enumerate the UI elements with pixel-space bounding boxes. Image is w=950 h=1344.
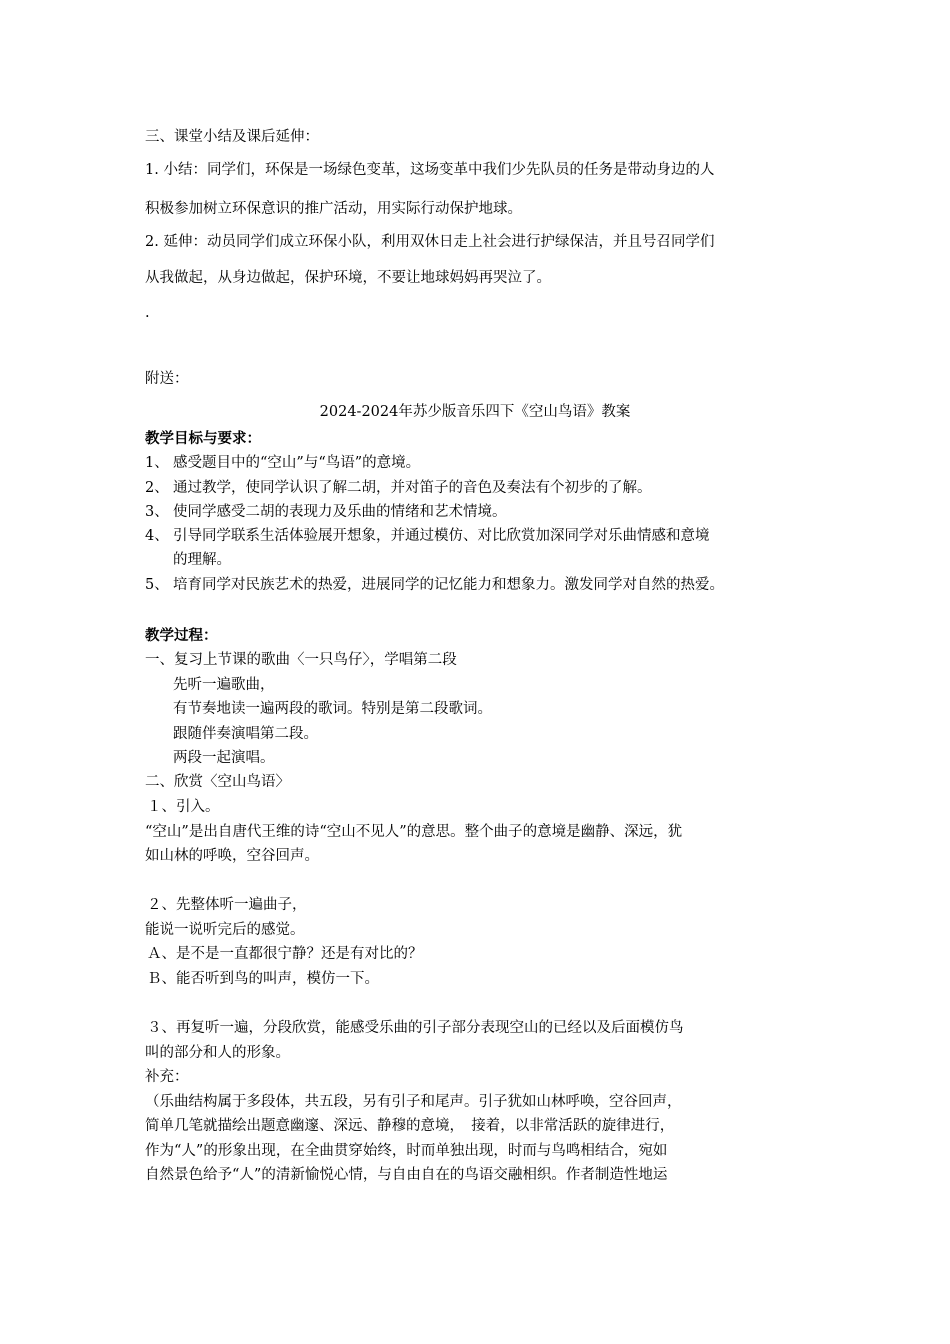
part-2-heading: ２、先整体听一遍曲子， [147,897,307,913]
supplement-label: 补充： [145,1069,189,1085]
supplement-line: 自然景色给予“人”的清新愉悦心情，与自由自在的鸟语交融相织。作者制造性地运 [145,1167,668,1183]
goal-item: 5、 培育同学对民族艺术的热爱，进展同学的记忆能力和想象力。激发同学对自然的热爱。 [145,577,724,593]
step-one-sub: 先听一遍歌曲， [173,677,275,693]
supplement-line: （乐曲结构属于多段体，共五段，另有引子和尾声。引子犹如山林呼唤，空谷回声， [145,1094,682,1110]
supplement-line: 简单几笔就描绘出题意幽邃、深远、静穆的意境， 接着，以非常活跃的旋律进行， [145,1118,675,1134]
step-two: 二、欣赏〈空山鸟语〉 [145,774,290,790]
goal-item: 1、 感受题目中的“空山”与“鸟语”的意境。 [145,455,421,471]
part-1-heading: １、引入。 [147,799,220,815]
goal-item: 2、 通过教学，使同学认识了解二胡，并对笛子的音色及奏法有个初步的了解。 [145,480,652,496]
question-a: Ａ、是不是一直都很宁静？还是有对比的？ [147,946,423,962]
summary-line-1: 1. 小结：同学们，环保是一场绿色变革，这场变革中我们少先队员的任务是带动身边的人 [145,162,715,178]
goals-heading: 教学目标与要求： [145,430,261,447]
extension-line-1: 2. 延伸：动员同学们成立环保小队，利用双休日走上社会进行护绿保洁，并且号召同学们 [145,234,715,250]
summary-line-2: 积极参加树立环保意识的推广活动，用实际行动保护地球。 [145,201,522,217]
section-heading: 三、课堂小结及课后延伸： [145,129,319,145]
supplement-line: 作为“人”的形象出现，在全曲贯穿始终，时而单独出现，时而与鸟鸣相结合，宛如 [145,1143,668,1159]
part-3-text: 叫的部分和人的形象。 [145,1045,290,1061]
part-1-text: “空山”是出自唐代王维的诗“空山不见人”的意思。整个曲子的意境是幽静、深远，犹 [145,824,683,840]
question-b: Ｂ、能否听到鸟的叫声，模仿一下。 [147,971,379,987]
step-one: 一、复习上节课的歌曲〈一只鸟仔〉，学唱第二段 [145,652,457,668]
step-one-sub: 两段一起演唱。 [173,750,275,766]
part-1-text: 如山林的呼唤，空谷回声。 [145,848,319,864]
extension-line-2: 从我做起，从身边做起，保护环境，不要让地球妈妈再哭泣了。 [145,270,551,286]
dot-mark: . [145,305,150,321]
goal-item: 3、 使同学感受二胡的表现力及乐曲的情绪和艺术情境。 [145,504,507,520]
part-2-text: 能说一说听完后的感觉。 [145,922,305,938]
appendix-label: 附送： [145,371,189,387]
lesson-title: 2024-2024年苏少版音乐四下《空山鸟语》教案 [319,404,631,420]
step-one-sub: 有节奏地读一遍两段的歌词。特别是第二段歌词。 [173,701,492,717]
goal-item: 4、 引导同学联系生活体验展开想象，并通过模仿、对比欣赏加深同学对乐曲情感和意境 [145,528,710,544]
goal-item-continuation: 的理解。 [173,552,231,568]
step-one-sub: 跟随伴奏演唱第二段。 [173,726,318,742]
part-3-text: ３、再复听一遍，分段欣赏，能感受乐曲的引子部分表现空山的已经以及后面模仿鸟 [147,1020,684,1036]
process-heading: 教学过程： [145,627,218,644]
